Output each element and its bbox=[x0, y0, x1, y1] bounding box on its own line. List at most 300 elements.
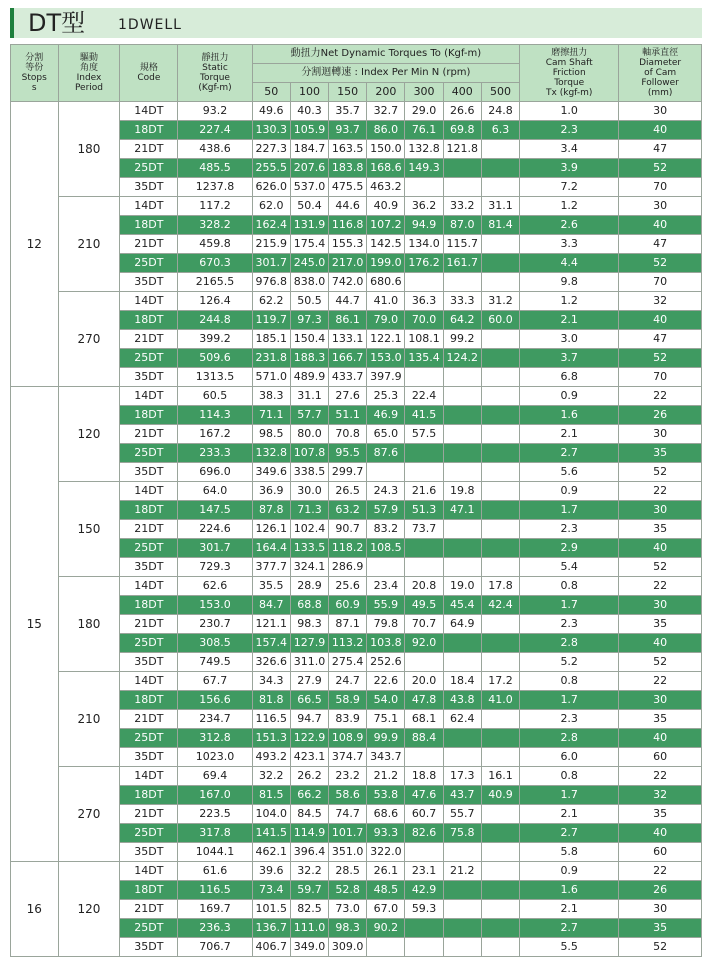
diameter-cell: 22 bbox=[619, 862, 702, 881]
dynamic-torque-cell: 26.5 bbox=[329, 482, 367, 501]
dynamic-torque-cell: 462.1 bbox=[252, 843, 290, 862]
friction-torque-cell: 0.8 bbox=[520, 672, 619, 691]
dynamic-torque-cell: 121.8 bbox=[443, 140, 481, 159]
dynamic-torque-cell: 81.4 bbox=[481, 216, 519, 235]
static-torque-cell: 126.4 bbox=[178, 292, 252, 311]
dynamic-torque-cell: 136.7 bbox=[252, 919, 290, 938]
title-bar bbox=[10, 8, 702, 38]
dynamic-torque-cell bbox=[443, 634, 481, 653]
friction-torque-cell: 4.4 bbox=[520, 254, 619, 273]
static-torque-cell: 696.0 bbox=[178, 463, 252, 482]
dynamic-torque-cell: 311.0 bbox=[290, 653, 328, 672]
code-cell: 35DT bbox=[120, 748, 178, 767]
dynamic-torque-cell: 68.1 bbox=[405, 710, 443, 729]
period-cell: 270 bbox=[58, 767, 120, 862]
dynamic-torque-cell bbox=[367, 558, 405, 577]
dynamic-torque-cell: 73.0 bbox=[329, 900, 367, 919]
code-cell: 21DT bbox=[120, 330, 178, 349]
static-torque-cell: 509.6 bbox=[178, 349, 252, 368]
static-torque-cell: 223.5 bbox=[178, 805, 252, 824]
friction-torque-cell: 2.3 bbox=[520, 710, 619, 729]
dynamic-torque-cell: 322.0 bbox=[367, 843, 405, 862]
friction-torque-cell: 2.9 bbox=[520, 539, 619, 558]
dynamic-torque-cell bbox=[405, 368, 443, 387]
header-speed-value: 500 bbox=[481, 83, 519, 102]
dynamic-torque-cell bbox=[481, 273, 519, 292]
header-speed-value: 400 bbox=[443, 83, 481, 102]
dynamic-torque-cell: 23.1 bbox=[405, 862, 443, 881]
code-cell: 21DT bbox=[120, 425, 178, 444]
code-cell: 21DT bbox=[120, 140, 178, 159]
dynamic-torque-cell: 162.4 bbox=[252, 216, 290, 235]
dynamic-torque-cell: 39.6 bbox=[252, 862, 290, 881]
dynamic-torque-cell: 493.2 bbox=[252, 748, 290, 767]
dynamic-torque-cell: 349.6 bbox=[252, 463, 290, 482]
dynamic-torque-cell: 149.3 bbox=[405, 159, 443, 178]
dynamic-torque-cell: 163.5 bbox=[329, 140, 367, 159]
dynamic-torque-cell: 76.1 bbox=[405, 121, 443, 140]
dynamic-torque-cell: 299.7 bbox=[329, 463, 367, 482]
static-torque-cell: 233.3 bbox=[178, 444, 252, 463]
static-torque-cell: 62.6 bbox=[178, 577, 252, 596]
dynamic-torque-cell: 47.1 bbox=[443, 501, 481, 520]
friction-torque-cell: 2.1 bbox=[520, 900, 619, 919]
friction-torque-cell: 6.0 bbox=[520, 748, 619, 767]
dynamic-torque-cell: 55.7 bbox=[443, 805, 481, 824]
dynamic-torque-cell: 184.7 bbox=[290, 140, 328, 159]
diameter-cell: 35 bbox=[619, 805, 702, 824]
friction-torque-cell: 5.8 bbox=[520, 843, 619, 862]
dynamic-torque-cell bbox=[443, 919, 481, 938]
dynamic-torque-cell: 133.5 bbox=[290, 539, 328, 558]
dynamic-torque-cell: 23.2 bbox=[329, 767, 367, 786]
dynamic-torque-cell bbox=[443, 463, 481, 482]
code-cell: 18DT bbox=[120, 311, 178, 330]
header-speed-value: 200 bbox=[367, 83, 405, 102]
friction-torque-cell: 2.6 bbox=[520, 216, 619, 235]
static-torque-cell: 147.5 bbox=[178, 501, 252, 520]
dynamic-torque-cell: 231.8 bbox=[252, 349, 290, 368]
dynamic-torque-cell: 153.0 bbox=[367, 349, 405, 368]
table-row bbox=[11, 672, 702, 691]
static-torque-cell: 1313.5 bbox=[178, 368, 252, 387]
dynamic-torque-cell: 343.7 bbox=[367, 748, 405, 767]
dynamic-torque-cell: 838.0 bbox=[290, 273, 328, 292]
dynamic-torque-cell: 87.1 bbox=[329, 615, 367, 634]
friction-torque-cell: 1.0 bbox=[520, 102, 619, 121]
dynamic-torque-cell: 309.0 bbox=[329, 938, 367, 957]
dynamic-torque-cell bbox=[443, 159, 481, 178]
code-cell: 35DT bbox=[120, 938, 178, 957]
dynamic-torque-cell bbox=[405, 463, 443, 482]
static-torque-cell: 167.2 bbox=[178, 425, 252, 444]
dynamic-torque-cell: 43.7 bbox=[443, 786, 481, 805]
code-cell: 14DT bbox=[120, 672, 178, 691]
dynamic-torque-cell: 142.5 bbox=[367, 235, 405, 254]
static-torque-cell: 114.3 bbox=[178, 406, 252, 425]
dynamic-torque-cell bbox=[481, 387, 519, 406]
dynamic-torque-cell: 245.0 bbox=[290, 254, 328, 273]
dynamic-torque-cell: 57.9 bbox=[367, 501, 405, 520]
friction-torque-cell: 2.3 bbox=[520, 121, 619, 140]
dynamic-torque-cell: 82.5 bbox=[290, 900, 328, 919]
dynamic-torque-cell: 55.9 bbox=[367, 596, 405, 615]
diameter-cell: 35 bbox=[619, 919, 702, 938]
dynamic-torque-cell: 36.3 bbox=[405, 292, 443, 311]
code-cell: 25DT bbox=[120, 254, 178, 273]
static-torque-cell: 1044.1 bbox=[178, 843, 252, 862]
diameter-cell: 35 bbox=[619, 710, 702, 729]
dynamic-torque-cell: 976.8 bbox=[252, 273, 290, 292]
header-speed-value: 300 bbox=[405, 83, 443, 102]
static-torque-cell: 2165.5 bbox=[178, 273, 252, 292]
dynamic-torque-cell bbox=[367, 938, 405, 957]
dynamic-torque-cell: 79.0 bbox=[367, 311, 405, 330]
diameter-cell: 52 bbox=[619, 463, 702, 482]
dynamic-torque-cell: 19.0 bbox=[443, 577, 481, 596]
static-torque-cell: 749.5 bbox=[178, 653, 252, 672]
dynamic-torque-cell: 102.4 bbox=[290, 520, 328, 539]
dynamic-torque-cell: 51.1 bbox=[329, 406, 367, 425]
dynamic-torque-cell: 51.3 bbox=[405, 501, 443, 520]
dynamic-torque-cell: 49.5 bbox=[405, 596, 443, 615]
dynamic-torque-cell: 17.3 bbox=[443, 767, 481, 786]
dynamic-torque-cell: 80.0 bbox=[290, 425, 328, 444]
dynamic-torque-cell bbox=[443, 444, 481, 463]
dynamic-torque-cell: 31.1 bbox=[290, 387, 328, 406]
dynamic-torque-cell bbox=[405, 938, 443, 957]
header-speed-value: 100 bbox=[290, 83, 328, 102]
code-cell: 35DT bbox=[120, 368, 178, 387]
friction-torque-cell: 2.3 bbox=[520, 520, 619, 539]
static-torque-cell: 1237.8 bbox=[178, 178, 252, 197]
dynamic-torque-cell bbox=[481, 710, 519, 729]
static-torque-cell: 61.6 bbox=[178, 862, 252, 881]
dynamic-torque-cell bbox=[405, 273, 443, 292]
static-torque-cell: 234.7 bbox=[178, 710, 252, 729]
friction-torque-cell: 5.4 bbox=[520, 558, 619, 577]
dynamic-torque-cell bbox=[481, 615, 519, 634]
dynamic-torque-cell: 21.6 bbox=[405, 482, 443, 501]
period-cell: 150 bbox=[58, 482, 120, 577]
period-cell: 210 bbox=[58, 672, 120, 767]
dynamic-torque-cell: 26.2 bbox=[290, 767, 328, 786]
dynamic-torque-cell: 126.1 bbox=[252, 520, 290, 539]
dynamic-torque-cell: 108.5 bbox=[367, 539, 405, 558]
dynamic-torque-cell: 86.0 bbox=[367, 121, 405, 140]
static-torque-cell: 706.7 bbox=[178, 938, 252, 957]
dynamic-torque-cell bbox=[405, 653, 443, 672]
friction-torque-cell: 2.3 bbox=[520, 615, 619, 634]
code-cell: 21DT bbox=[120, 900, 178, 919]
dynamic-torque-cell: 79.8 bbox=[367, 615, 405, 634]
dynamic-torque-cell bbox=[481, 254, 519, 273]
dynamic-torque-cell bbox=[481, 919, 519, 938]
friction-torque-cell: 1.6 bbox=[520, 406, 619, 425]
dynamic-torque-cell: 215.9 bbox=[252, 235, 290, 254]
dynamic-torque-cell: 150.0 bbox=[367, 140, 405, 159]
friction-torque-cell: 0.8 bbox=[520, 577, 619, 596]
friction-torque-cell: 1.7 bbox=[520, 691, 619, 710]
dynamic-torque-cell: 74.7 bbox=[329, 805, 367, 824]
code-cell: 14DT bbox=[120, 292, 178, 311]
dynamic-torque-cell: 22.6 bbox=[367, 672, 405, 691]
dynamic-torque-cell: 131.9 bbox=[290, 216, 328, 235]
dynamic-torque-cell: 133.1 bbox=[329, 330, 367, 349]
dynamic-torque-cell: 40.9 bbox=[481, 786, 519, 805]
dynamic-torque-cell: 32.2 bbox=[290, 862, 328, 881]
diameter-cell: 30 bbox=[619, 197, 702, 216]
friction-torque-cell: 9.8 bbox=[520, 273, 619, 292]
dynamic-torque-cell: 25.3 bbox=[367, 387, 405, 406]
dynamic-torque-cell: 188.3 bbox=[290, 349, 328, 368]
dynamic-torque-cell: 68.6 bbox=[367, 805, 405, 824]
dynamic-torque-cell: 396.4 bbox=[290, 843, 328, 862]
dynamic-torque-cell: 42.4 bbox=[481, 596, 519, 615]
code-cell: 14DT bbox=[120, 197, 178, 216]
dynamic-torque-cell: 53.8 bbox=[367, 786, 405, 805]
dynamic-torque-cell: 93.3 bbox=[367, 824, 405, 843]
dynamic-torque-cell: 35.7 bbox=[329, 102, 367, 121]
dynamic-torque-cell: 626.0 bbox=[252, 178, 290, 197]
dynamic-torque-cell bbox=[405, 558, 443, 577]
dynamic-torque-cell bbox=[443, 748, 481, 767]
friction-torque-cell: 1.6 bbox=[520, 881, 619, 900]
dynamic-torque-cell: 42.9 bbox=[405, 881, 443, 900]
dynamic-torque-cell: 122.1 bbox=[367, 330, 405, 349]
dynamic-torque-cell: 286.9 bbox=[329, 558, 367, 577]
table-row bbox=[11, 482, 702, 501]
dynamic-torque-cell: 50.5 bbox=[290, 292, 328, 311]
dynamic-torque-cell: 24.8 bbox=[481, 102, 519, 121]
diameter-cell: 40 bbox=[619, 634, 702, 653]
dynamic-torque-cell bbox=[443, 843, 481, 862]
table-row bbox=[11, 767, 702, 786]
dynamic-torque-cell: 49.6 bbox=[252, 102, 290, 121]
dynamic-torque-cell: 17.8 bbox=[481, 577, 519, 596]
dynamic-torque-cell: 30.0 bbox=[290, 482, 328, 501]
friction-torque-cell: 5.5 bbox=[520, 938, 619, 957]
code-cell: 18DT bbox=[120, 691, 178, 710]
dynamic-torque-cell bbox=[481, 140, 519, 159]
static-torque-cell: 227.4 bbox=[178, 121, 252, 140]
dynamic-torque-cell: 168.6 bbox=[367, 159, 405, 178]
dynamic-torque-cell bbox=[481, 482, 519, 501]
dynamic-torque-cell: 275.4 bbox=[329, 653, 367, 672]
dynamic-torque-cell: 73.4 bbox=[252, 881, 290, 900]
diameter-cell: 22 bbox=[619, 672, 702, 691]
dynamic-torque-cell: 81.8 bbox=[252, 691, 290, 710]
diameter-cell: 47 bbox=[619, 235, 702, 254]
dynamic-torque-cell: 33.3 bbox=[443, 292, 481, 311]
dynamic-torque-cell: 70.0 bbox=[405, 311, 443, 330]
static-torque-cell: 156.6 bbox=[178, 691, 252, 710]
dynamic-torque-cell: 6.3 bbox=[481, 121, 519, 140]
code-cell: 18DT bbox=[120, 406, 178, 425]
dynamic-torque-cell: 82.6 bbox=[405, 824, 443, 843]
dynamic-torque-cell: 58.6 bbox=[329, 786, 367, 805]
friction-torque-cell: 1.2 bbox=[520, 197, 619, 216]
code-cell: 35DT bbox=[120, 463, 178, 482]
dynamic-torque-cell: 48.5 bbox=[367, 881, 405, 900]
static-torque-cell: 312.8 bbox=[178, 729, 252, 748]
period-cell: 180 bbox=[58, 102, 120, 197]
dynamic-torque-cell bbox=[481, 558, 519, 577]
dynamic-torque-cell: 54.0 bbox=[367, 691, 405, 710]
dynamic-torque-cell: 680.6 bbox=[367, 273, 405, 292]
static-torque-cell: 64.0 bbox=[178, 482, 252, 501]
dynamic-torque-cell: 98.3 bbox=[290, 615, 328, 634]
dynamic-torque-cell: 113.2 bbox=[329, 634, 367, 653]
dynamic-torque-cell: 115.7 bbox=[443, 235, 481, 254]
dynamic-torque-cell: 40.3 bbox=[290, 102, 328, 121]
code-cell: 25DT bbox=[120, 444, 178, 463]
dynamic-torque-cell: 41.5 bbox=[405, 406, 443, 425]
header-diameter: 軸承直徑 Diameter of Cam Follower (mm) bbox=[619, 45, 702, 102]
dynamic-torque-cell bbox=[481, 539, 519, 558]
dynamic-torque-cell: 157.4 bbox=[252, 634, 290, 653]
header-speed-value: 150 bbox=[329, 83, 367, 102]
dynamic-torque-cell: 71.3 bbox=[290, 501, 328, 520]
diameter-cell: 30 bbox=[619, 102, 702, 121]
dynamic-torque-cell: 31.1 bbox=[481, 197, 519, 216]
dynamic-torque-cell: 41.0 bbox=[367, 292, 405, 311]
dynamic-torque-cell: 217.0 bbox=[329, 254, 367, 273]
dynamic-torque-cell: 326.6 bbox=[252, 653, 290, 672]
diameter-cell: 52 bbox=[619, 653, 702, 672]
dynamic-torque-cell: 252.6 bbox=[367, 653, 405, 672]
diameter-cell: 52 bbox=[619, 938, 702, 957]
table-row bbox=[11, 862, 702, 881]
dynamic-torque-cell bbox=[405, 178, 443, 197]
dynamic-torque-cell: 134.0 bbox=[405, 235, 443, 254]
code-cell: 35DT bbox=[120, 273, 178, 292]
dynamic-torque-cell: 28.9 bbox=[290, 577, 328, 596]
dynamic-torque-cell bbox=[481, 653, 519, 672]
dynamic-torque-cell: 107.8 bbox=[290, 444, 328, 463]
dynamic-torque-cell: 27.9 bbox=[290, 672, 328, 691]
dynamic-torque-cell: 107.2 bbox=[367, 216, 405, 235]
dynamic-torque-cell: 35.5 bbox=[252, 577, 290, 596]
dynamic-torque-cell: 324.1 bbox=[290, 558, 328, 577]
dynamic-torque-cell: 18.4 bbox=[443, 672, 481, 691]
dynamic-torque-cell bbox=[481, 349, 519, 368]
friction-torque-cell: 0.9 bbox=[520, 387, 619, 406]
dynamic-torque-cell bbox=[481, 805, 519, 824]
dynamic-torque-cell: 50.4 bbox=[290, 197, 328, 216]
dynamic-torque-cell: 349.0 bbox=[290, 938, 328, 957]
dynamic-torque-cell bbox=[481, 748, 519, 767]
dynamic-torque-cell: 175.4 bbox=[290, 235, 328, 254]
friction-torque-cell: 2.1 bbox=[520, 805, 619, 824]
diameter-cell: 40 bbox=[619, 216, 702, 235]
diameter-cell: 26 bbox=[619, 406, 702, 425]
diameter-cell: 30 bbox=[619, 596, 702, 615]
stops-cell: 16 bbox=[11, 862, 59, 957]
code-cell: 14DT bbox=[120, 862, 178, 881]
friction-torque-cell: 5.2 bbox=[520, 653, 619, 672]
dynamic-torque-cell: 36.2 bbox=[405, 197, 443, 216]
dynamic-torque-cell: 537.0 bbox=[290, 178, 328, 197]
friction-torque-cell: 2.1 bbox=[520, 425, 619, 444]
header-static: 靜扭力 Static Torque (Kgf-m) bbox=[178, 45, 252, 102]
dynamic-torque-cell bbox=[443, 387, 481, 406]
header-speed: 分割迴轉速 : Index Per Min N (rpm) bbox=[252, 64, 519, 83]
dynamic-torque-cell bbox=[405, 539, 443, 558]
dynamic-torque-cell: 81.5 bbox=[252, 786, 290, 805]
dynamic-torque-cell: 38.3 bbox=[252, 387, 290, 406]
diameter-cell: 52 bbox=[619, 558, 702, 577]
dynamic-torque-cell: 65.0 bbox=[367, 425, 405, 444]
dynamic-torque-cell: 32.2 bbox=[252, 767, 290, 786]
friction-torque-cell: 3.3 bbox=[520, 235, 619, 254]
dynamic-torque-cell: 36.9 bbox=[252, 482, 290, 501]
diameter-cell: 40 bbox=[619, 121, 702, 140]
table-row bbox=[11, 197, 702, 216]
spec-table bbox=[10, 44, 702, 957]
dynamic-torque-cell bbox=[405, 444, 443, 463]
diameter-cell: 30 bbox=[619, 691, 702, 710]
dynamic-torque-cell: 26.6 bbox=[443, 102, 481, 121]
dynamic-torque-cell: 141.5 bbox=[252, 824, 290, 843]
dynamic-torque-cell bbox=[481, 444, 519, 463]
dynamic-torque-cell: 29.0 bbox=[405, 102, 443, 121]
dynamic-torque-cell: 59.7 bbox=[290, 881, 328, 900]
code-cell: 18DT bbox=[120, 121, 178, 140]
friction-torque-cell: 1.7 bbox=[520, 786, 619, 805]
static-torque-cell: 230.7 bbox=[178, 615, 252, 634]
dynamic-torque-cell bbox=[481, 501, 519, 520]
dynamic-torque-cell: 207.6 bbox=[290, 159, 328, 178]
dynamic-torque-cell: 166.7 bbox=[329, 349, 367, 368]
dynamic-torque-cell: 17.2 bbox=[481, 672, 519, 691]
page-title: DT型 bbox=[28, 9, 86, 37]
dynamic-torque-cell: 98.5 bbox=[252, 425, 290, 444]
diameter-cell: 30 bbox=[619, 900, 702, 919]
dynamic-torque-cell: 87.8 bbox=[252, 501, 290, 520]
diameter-cell: 40 bbox=[619, 311, 702, 330]
dynamic-torque-cell bbox=[481, 729, 519, 748]
dynamic-torque-cell: 155.3 bbox=[329, 235, 367, 254]
dynamic-torque-cell: 70.7 bbox=[405, 615, 443, 634]
dynamic-torque-cell: 75.1 bbox=[367, 710, 405, 729]
dynamic-torque-cell: 75.8 bbox=[443, 824, 481, 843]
dynamic-torque-cell bbox=[481, 406, 519, 425]
dynamic-torque-cell bbox=[443, 900, 481, 919]
code-cell: 35DT bbox=[120, 178, 178, 197]
code-cell: 25DT bbox=[120, 634, 178, 653]
dynamic-torque-cell bbox=[443, 178, 481, 197]
dynamic-torque-cell bbox=[443, 406, 481, 425]
code-cell: 18DT bbox=[120, 501, 178, 520]
static-torque-cell: 236.3 bbox=[178, 919, 252, 938]
friction-torque-cell: 2.8 bbox=[520, 634, 619, 653]
dynamic-torque-cell bbox=[481, 368, 519, 387]
code-cell: 35DT bbox=[120, 843, 178, 862]
friction-torque-cell: 1.7 bbox=[520, 596, 619, 615]
dynamic-torque-cell: 83.9 bbox=[329, 710, 367, 729]
static-torque-cell: 153.0 bbox=[178, 596, 252, 615]
static-torque-cell: 459.8 bbox=[178, 235, 252, 254]
header-friction: 磨擦扭力 Cam Shaft Friction Torque Tx (kgf-m) bbox=[520, 45, 619, 102]
dynamic-torque-cell: 406.7 bbox=[252, 938, 290, 957]
code-cell: 25DT bbox=[120, 349, 178, 368]
period-cell: 180 bbox=[58, 577, 120, 672]
static-torque-cell: 69.4 bbox=[178, 767, 252, 786]
dynamic-torque-cell: 47.6 bbox=[405, 786, 443, 805]
dynamic-torque-cell: 132.8 bbox=[252, 444, 290, 463]
header-period: 驅動 角度 Index Period bbox=[58, 45, 120, 102]
